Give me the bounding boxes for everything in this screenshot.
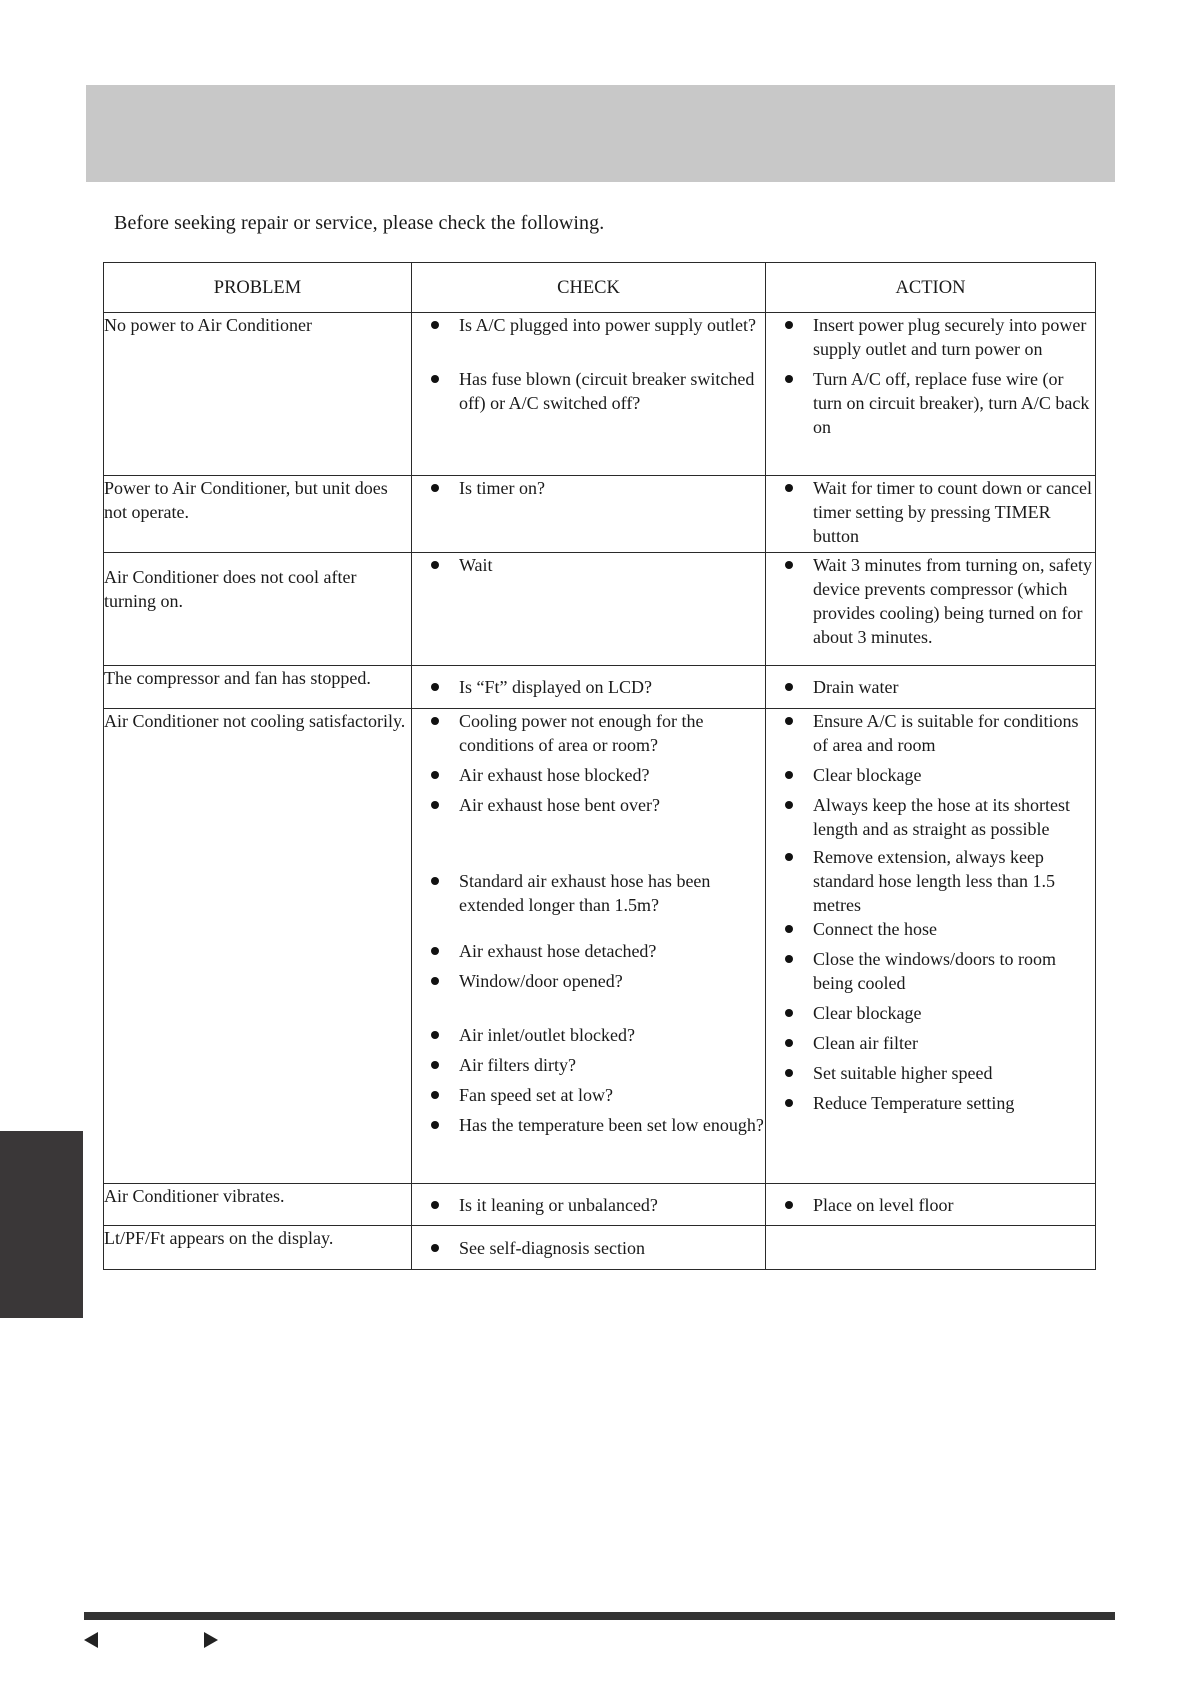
header-action: ACTION — [766, 263, 1096, 313]
list-item: See self-diagnosis section — [412, 1236, 765, 1260]
list-item: Air inlet/outlet blocked? — [412, 1023, 765, 1047]
problem-cell: Air Conditioner does not cool after turning on. — [104, 553, 412, 666]
list-item: Turn A/C off, replace fuse wire (or turn on circuit breaker), turn A/C back on — [766, 367, 1095, 439]
list-item: Clean air filter — [766, 1031, 1095, 1055]
action-cell — [766, 709, 1096, 1184]
list-item: Is A/C plugged into power supply outlet? — [412, 313, 765, 337]
list-item: Wait — [412, 553, 765, 577]
list-item: Ensure A/C is suitable for conditions of area and room — [766, 709, 1095, 757]
list-item: Set suitable higher speed — [766, 1061, 1095, 1085]
troubleshooting-table — [103, 262, 1096, 1270]
check-cell — [412, 709, 766, 1184]
list-item: Clear blockage — [766, 1001, 1095, 1025]
list-item: Window/door opened? — [412, 969, 765, 993]
table-row — [104, 1226, 1096, 1270]
list-item: Connect the hose — [766, 917, 1095, 941]
list-item: Drain water — [766, 675, 1095, 699]
footer-rule — [84, 1612, 1115, 1620]
list-item: Cooling power not enough for the conditions of area or room? — [412, 709, 765, 757]
table-row — [104, 1184, 1096, 1226]
list-item: Air exhaust hose blocked? — [412, 763, 765, 787]
list-item: Always keep the hose at its shortest length and as straight as possible — [766, 793, 1095, 841]
problem-cell: Air Conditioner not cooling satisfactorily. — [104, 709, 412, 1184]
check-cell — [412, 476, 766, 553]
list-item: Is it leaning or unbalanced? — [412, 1193, 765, 1217]
action-cell — [766, 666, 1096, 709]
list-item: Clear blockage — [766, 763, 1095, 787]
action-cell — [766, 553, 1096, 666]
table-row — [104, 553, 1096, 666]
check-cell — [412, 666, 766, 709]
intro-text: Before seeking repair or service, please check the following. — [114, 212, 605, 234]
list-item: Reduce Temperature setting — [766, 1091, 1095, 1115]
list-item: Has fuse blown (circuit breaker switched off) or A/C switched off? — [412, 367, 765, 415]
list-item: Remove extension, always keep standard hose length less than 1.5 metres — [766, 845, 1095, 917]
problem-cell: No power to Air Conditioner — [104, 313, 412, 476]
action-cell — [766, 313, 1096, 476]
list-item: Insert power plug securely into power supply outlet and turn power on — [766, 313, 1095, 361]
list-item: Wait 3 minutes from turning on, safety device prevents compressor (which provides cooling) being turned on for about 3 minutes. — [766, 553, 1095, 649]
table-row — [104, 709, 1096, 1184]
list-item: Fan speed set at low? — [412, 1083, 765, 1107]
header-check: CHECK — [412, 263, 766, 313]
action-cell — [766, 1226, 1096, 1270]
list-item: Close the windows/doors to room being cooled — [766, 947, 1095, 995]
check-cell — [412, 553, 766, 666]
problem-cell: The compressor and fan has stopped. — [104, 666, 412, 709]
action-cell — [766, 476, 1096, 553]
problem-cell: Air Conditioner vibrates. — [104, 1184, 412, 1226]
prev-page-arrow-icon[interactable] — [84, 1632, 98, 1648]
header-band — [86, 85, 1115, 182]
list-item: Standard air exhaust hose has been extended longer than 1.5m? — [412, 869, 765, 917]
header-problem: PROBLEM — [104, 263, 412, 313]
list-item: Place on level floor — [766, 1193, 1095, 1217]
table-row — [104, 476, 1096, 553]
table-row — [104, 313, 1096, 476]
check-cell — [412, 313, 766, 476]
header-row — [104, 263, 1096, 313]
check-cell — [412, 1184, 766, 1226]
list-item: Air filters dirty? — [412, 1053, 765, 1077]
problem-cell: Lt/PF/Ft appears on the display. — [104, 1226, 412, 1270]
problem-cell: Power to Air Conditioner, but unit does not operate. — [104, 476, 412, 553]
table-row — [104, 666, 1096, 709]
next-page-arrow-icon[interactable] — [204, 1632, 218, 1648]
action-cell — [766, 1184, 1096, 1226]
list-item: Is timer on? — [412, 476, 765, 500]
list-item: Air exhaust hose detached? — [412, 939, 765, 963]
list-item: Air exhaust hose bent over? — [412, 793, 765, 817]
side-tab — [0, 1131, 83, 1318]
list-item: Is “Ft” displayed on LCD? — [412, 675, 765, 699]
list-item: Has the temperature been set low enough? — [412, 1113, 765, 1137]
list-item: Wait for timer to count down or cancel timer setting by pressing TIMER button — [766, 476, 1095, 548]
check-cell — [412, 1226, 766, 1270]
